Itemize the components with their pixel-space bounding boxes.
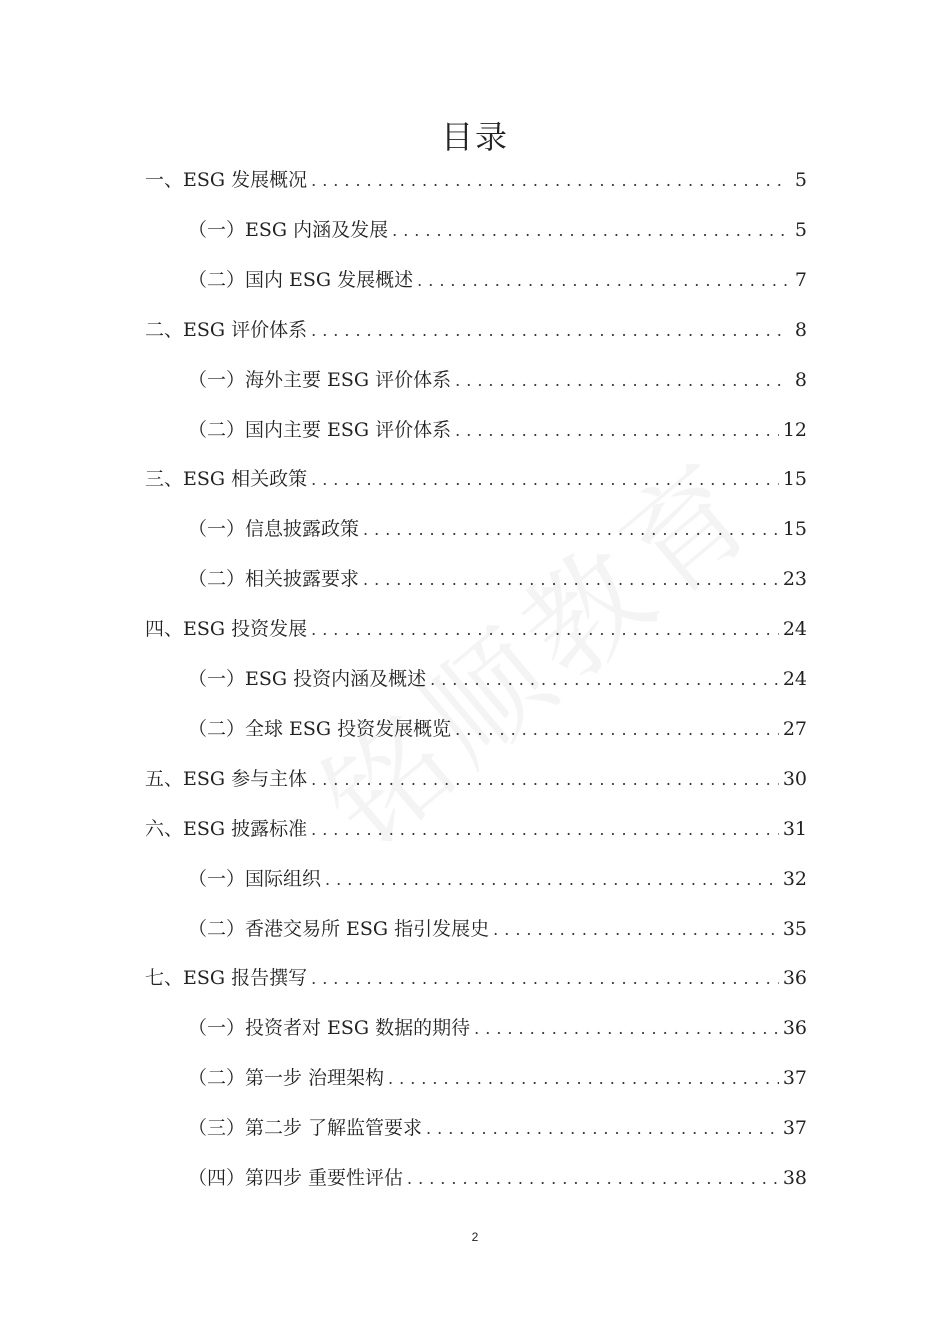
toc-entry-label: 三、ESG 相关政策 [145,468,308,491]
toc-dot-leader [426,1114,779,1144]
toc-entry-label: （二）全球 ESG 投资发展概览 [188,717,452,740]
toc-dot-leader [311,465,779,495]
toc-entry-label: （二）相关披露要求 [188,568,360,591]
toc-entry-page: 24 [782,668,807,690]
toc-entry[interactable] [188,1013,807,1043]
toc-entry[interactable] [145,814,807,844]
toc-entry-label: （一）ESG 投资内涵及概述 [188,668,427,690]
toc-entry-label: （一）ESG 内涵及发展 [188,218,389,241]
toc-dot-leader [311,765,779,795]
toc-dot-leader [455,366,789,396]
toc-entry-label: （一）信息披露政策 [188,518,360,541]
toc-entry[interactable] [188,914,807,944]
toc-entry-page: 5 [794,169,807,191]
toc-entry-page: 7 [794,268,807,291]
toc-entry[interactable] [145,614,807,644]
toc-entry-page: 37 [782,1067,807,1090]
toc-entry-page: 30 [782,767,807,790]
toc-entry-page: 12 [782,418,807,441]
toc-entry-label: （二）第一步 治理架构 [188,1067,385,1090]
toc-entry-page: 36 [782,1017,807,1040]
toc-entry-page: 5 [794,218,807,241]
toc-entry[interactable] [188,664,807,694]
toc-entry-page: 36 [782,967,807,990]
toc-dot-leader [325,865,779,895]
toc-dot-leader [363,565,779,595]
toc-entry-label: 四、ESG 投资发展 [145,618,308,641]
toc-entry[interactable] [188,514,807,544]
toc-entry-label: 一、ESG 发展概况 [145,169,308,191]
toc-dot-leader [311,964,779,994]
toc-dot-leader [363,515,779,545]
toc-dot-leader [493,915,779,945]
toc-dot-leader [417,266,789,296]
toc-entry[interactable] [145,764,807,794]
toc-dot-leader [311,815,779,845]
toc-dot-leader [388,1064,779,1094]
toc-dot-leader [455,416,779,446]
toc-entry-page: 15 [782,518,807,541]
toc-entry-label: （一）投资者对 ESG 数据的期待 [188,1017,471,1040]
toc-entry-label: （四）第四步 重要性评估 [188,1167,404,1189]
toc-dot-leader [311,615,779,645]
toc-entry-label: （二）香港交易所 ESG 指引发展史 [188,917,490,940]
page-title: 目录 [440,118,509,156]
toc-entry[interactable] [188,714,807,744]
toc-entry-label: （三）第二步 了解监管要求 [188,1117,423,1140]
toc-entry[interactable] [188,564,807,594]
toc-entry[interactable] [145,464,807,494]
toc-entry-label: 五、ESG 参与主体 [145,767,308,790]
toc-entry[interactable] [145,315,807,345]
toc-entry[interactable] [145,963,807,993]
toc-entry[interactable] [188,1063,807,1093]
toc-entry-label: 六、ESG 披露标准 [145,817,308,840]
toc-entry-label: 七、ESG 报告撰写 [145,967,308,990]
toc-entry-page: 38 [782,1167,807,1189]
toc-entry-page: 32 [782,867,807,890]
toc-entry-label: （一）国际组织 [188,867,322,890]
toc-entry-page: 35 [782,917,807,940]
page-number: 2 [471,1230,479,1244]
toc-dot-leader [407,1164,779,1194]
toc-entry[interactable] [188,1163,807,1193]
toc-entry-page: 8 [794,318,807,341]
toc-dot-leader [474,1014,779,1044]
toc-entry-page: 31 [782,817,807,840]
toc-dot-leader [311,316,789,346]
toc-entry-page: 23 [782,568,807,591]
toc-entry-page: 37 [782,1117,807,1140]
toc-dot-leader [455,715,779,745]
toc-entry-label: （二）国内主要 ESG 评价体系 [188,418,452,441]
toc-dot-leader [430,665,779,695]
toc-dot-leader [311,166,789,196]
toc-dot-leader [392,216,789,246]
toc-entry[interactable] [188,265,807,295]
toc-entry-label: （一）海外主要 ESG 评价体系 [188,368,452,391]
toc-entry-page: 15 [782,468,807,491]
toc-entry[interactable] [188,365,807,395]
toc-entry[interactable] [188,864,807,894]
toc-entry-page: 27 [782,717,807,740]
toc-entry-page: 24 [782,618,807,641]
toc-entry[interactable] [188,1113,807,1143]
toc-entry[interactable] [188,415,807,445]
toc-entry-label: （二）国内 ESG 发展概述 [188,268,414,291]
toc-entry[interactable] [188,215,807,245]
toc-entry-label: 二、ESG 评价体系 [145,318,308,341]
toc-entry-page: 8 [794,368,807,391]
toc-entry[interactable] [145,165,807,195]
